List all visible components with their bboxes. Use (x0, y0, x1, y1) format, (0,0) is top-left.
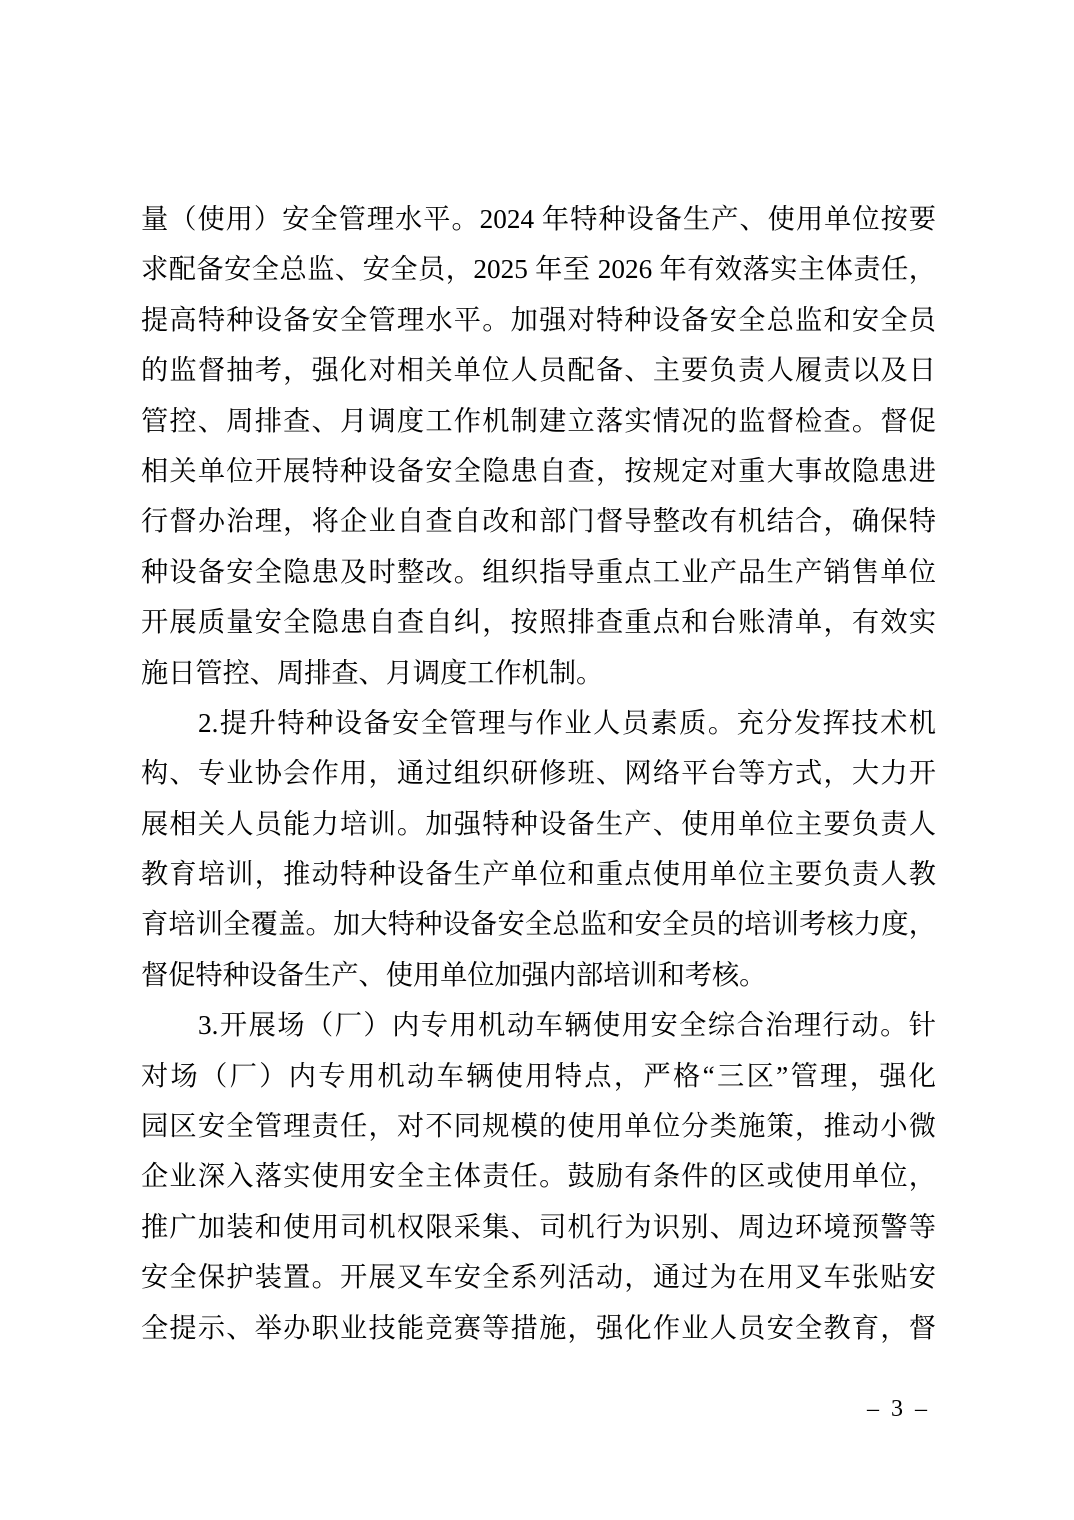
text-line: 企业深入落实使用安全主体责任。鼓励有条件的区或使用单位， (141, 1161, 936, 1192)
text-line: 推广加装和使用司机权限采集、司机行为识别、周边环境预警等 (141, 1211, 936, 1242)
text-line: 管控、周排查、月调度工作机制建立落实情况的监督检查。督促 (141, 405, 936, 436)
text-line: 安全保护装置。开展叉车安全系列活动，通过为在用叉车张贴安 (141, 1262, 936, 1293)
text-line: 种设备安全隐患及时整改。组织指导重点工业产品生产销售单位 (141, 556, 936, 587)
text-line: 提高特种设备安全管理水平。加强对特种设备安全总监和安全员 (141, 304, 936, 335)
text-line: 施日管控、周排查、月调度工作机制。 (141, 657, 604, 688)
text-line: 的监督抽考，强化对相关单位人员配备、主要负责人履责以及日 (141, 355, 936, 386)
page-number: – 3 – (867, 1396, 930, 1422)
text-line: 开展质量安全隐患自查自纠，按照排查重点和台账清单，有效实 (141, 607, 936, 638)
text-line: 量（使用）安全管理水平。2024 年特种设备生产、使用单位按要 (141, 204, 936, 234)
document-body (141, 194, 936, 1353)
paragraph (141, 1000, 936, 1353)
text-line: 展相关人员能力培训。加强特种设备生产、使用单位主要负责人 (141, 808, 936, 839)
text-line: 教育培训，推动特种设备生产单位和重点使用单位主要负责人教 (141, 859, 936, 890)
text-line: 行督办治理，将企业自查自改和部门督导整改有机结合，确保特 (141, 506, 936, 537)
text-line: 构、专业协会作用，通过组织研修班、网络平台等方式，大力开 (141, 758, 936, 789)
text-line: 相关单位开展特种设备安全隐患自查，按规定对重大事故隐患进 (141, 455, 936, 486)
text-line: 育培训全覆盖。加大特种设备安全总监和安全员的培训考核力度， (141, 909, 936, 940)
paragraph (141, 698, 936, 1000)
text-line: 全提示、举办职业技能竞赛等措施，强化作业人员安全教育，督 (141, 1312, 936, 1343)
text-line: 对场（厂）内专用机动车辆使用特点，严格“三区”管理，强化 (141, 1060, 936, 1091)
text-line: 园区安全管理责任，对不同规模的使用单位分类施策，推动小微 (141, 1111, 936, 1142)
text-line: 督促特种设备生产、使用单位加强内部培训和考核。 (141, 959, 767, 990)
text-line: 求配备安全总监、安全员，2025 年至 2026 年有效落实主体责任， (141, 254, 936, 285)
paragraph (141, 194, 936, 698)
text-line: 3.开展场（厂）内专用机动车辆使用安全综合治理行动。针 (198, 1010, 936, 1041)
text-line: 2.提升特种设备安全管理与作业人员素质。充分发挥技术机 (198, 707, 936, 738)
